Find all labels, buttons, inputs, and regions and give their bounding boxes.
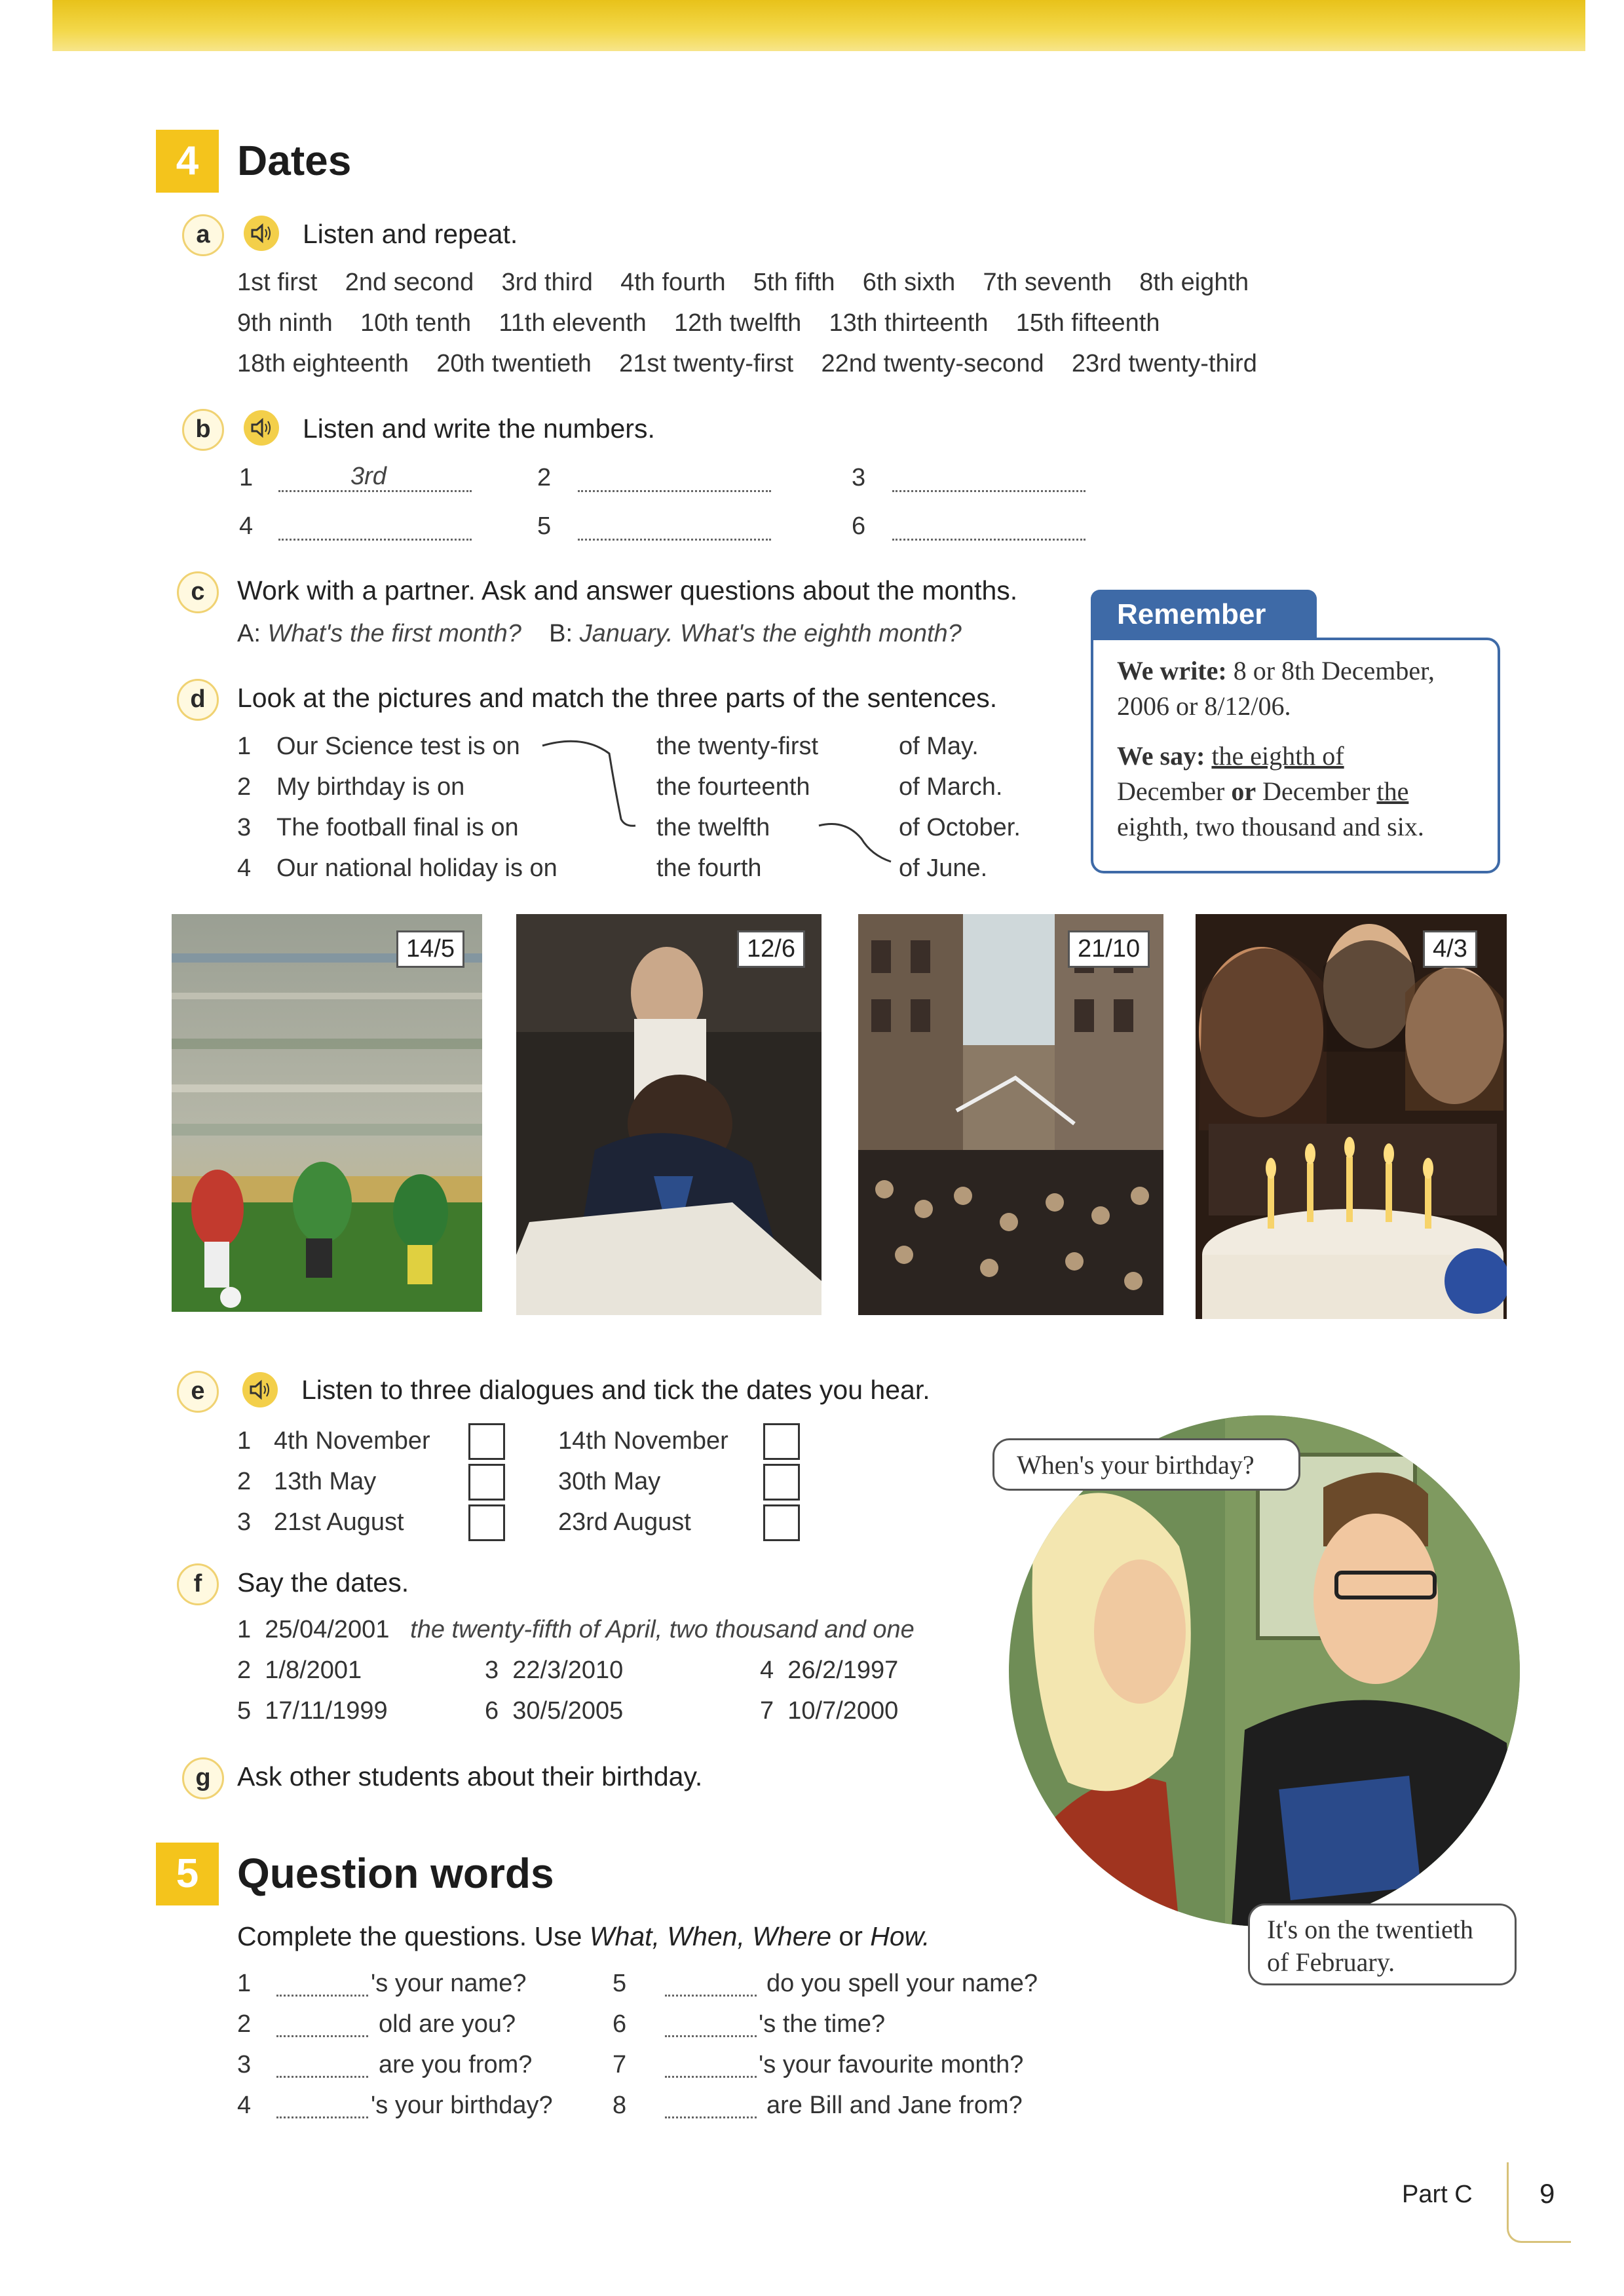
exercise-instruction: Look at the pictures and match the three parts of the sentences.	[237, 683, 998, 713]
question-number: 4	[237, 2092, 252, 2119]
photo-date-label: 14/5	[396, 930, 464, 968]
say-dates-item: 7 10/7/2000	[760, 1697, 899, 1725]
tick-checkbox[interactable]	[468, 1464, 505, 1501]
item-number: 5	[537, 512, 552, 540]
speaker-icon[interactable]	[244, 216, 279, 251]
dialogue-example: A: What's the first month? B: January. What's the eighth month?	[237, 620, 962, 647]
answer-line[interactable]	[276, 2035, 368, 2037]
exercise-instruction: Listen to three dialogues and tick the dates you hear.	[301, 1375, 930, 1405]
exercise-instruction: Listen and repeat.	[303, 219, 518, 249]
question-text: 's your name?	[371, 1970, 527, 1997]
speaker-icon[interactable]	[242, 1372, 278, 1407]
exercise-instruction: Listen and write the numbers.	[303, 413, 655, 444]
answer-line[interactable]	[665, 2035, 757, 2037]
question-text: do you spell your name?	[766, 1970, 1038, 1997]
item-number: 2	[537, 464, 552, 491]
page-number-frame	[1507, 2162, 1571, 2243]
section-number-badge: 4	[156, 130, 219, 193]
answer-line[interactable]	[892, 490, 1086, 492]
question-text: 's your birthday?	[371, 2092, 553, 2119]
section-number-badge: 5	[156, 1843, 219, 1905]
exercise-letter: c	[177, 571, 219, 613]
question-number: 7	[613, 2051, 627, 2078]
say-dates-item: 4 26/2/1997	[760, 1656, 899, 1684]
match-column-2: the twenty-first the fourteenth the twelfth the fourth	[656, 733, 819, 882]
exercise-letter: g	[182, 1757, 224, 1799]
couple-illustration	[1009, 1415, 1520, 1926]
exercise-instruction: Ask other students about their birthday.	[237, 1761, 703, 1791]
remember-write-line-2: 2006 or 8/12/06.	[1117, 691, 1291, 721]
answer-line[interactable]	[276, 2076, 368, 2078]
say-dates-item: 6 30/5/2005	[485, 1697, 624, 1725]
ordinals-row-1: 1st first 2nd second 3rd third 4th fourth 5th fifth 6th sixth 7th seventh 8th eighth	[237, 269, 1249, 296]
exercise-letter: f	[177, 1563, 219, 1605]
say-dates-item: 3 22/3/2010	[485, 1656, 624, 1684]
remember-say-line-3: eighth, two thousand and six.	[1117, 812, 1424, 841]
speech-bubble-question: When's your birthday?	[992, 1438, 1300, 1491]
question-number: 6	[613, 2010, 627, 2038]
question-text: are Bill and Jane from?	[766, 2092, 1023, 2119]
exercise-letter: d	[177, 679, 219, 721]
example-answer: 3rd	[350, 463, 387, 490]
item-number: 3	[852, 464, 866, 491]
footer-part-label: Part C	[1402, 2181, 1473, 2208]
parade-photo	[858, 914, 1163, 1315]
match-lines	[537, 734, 904, 878]
photo-date-label: 21/10	[1068, 930, 1150, 968]
remember-write-line-1: We write: 8 or 8th December,	[1117, 656, 1435, 685]
question-number: 2	[237, 2010, 252, 2038]
answer-line[interactable]	[278, 539, 472, 541]
answer-line[interactable]	[578, 539, 771, 541]
exercise-instruction: Say the dates.	[237, 1567, 409, 1598]
say-dates-item: 2 1/8/2001	[237, 1656, 362, 1684]
remember-say-line-1: We say: the eighth of	[1117, 741, 1344, 771]
say-dates-item: 5 17/11/1999	[237, 1697, 388, 1725]
remember-say-line-2: December or December the	[1117, 776, 1409, 806]
ordinals-row-2: 9th ninth 10th tenth 11th eleventh 12th twelfth 13th thirteenth 15th fifteenth	[237, 309, 1160, 337]
top-banner	[52, 0, 1585, 51]
question-number: 8	[613, 2092, 627, 2119]
match-column-1: Our Science test is on My birthday is on The football final is on Our national holiday is on	[276, 733, 557, 882]
tick-checkbox[interactable]	[468, 1504, 505, 1541]
page-number: 9	[1539, 2178, 1555, 2209]
say-dates-example: 1 25/04/2001 the twenty-fifth of April, two thousand and one	[237, 1616, 915, 1643]
question-text: old are you?	[379, 2010, 516, 2038]
answer-line[interactable]	[276, 1995, 368, 1997]
tick-checkbox[interactable]	[468, 1423, 505, 1460]
photo-date-label: 4/3	[1423, 930, 1477, 968]
exam-photo	[516, 914, 821, 1315]
speech-bubble-answer: It's on the twentieth of February.	[1248, 1904, 1517, 1985]
question-text: 's your favourite month?	[759, 2051, 1024, 2078]
tick-column-2: 14th November 30th May 23rd August	[558, 1427, 728, 1536]
question-text: are you from?	[379, 2051, 533, 2078]
tick-checkbox[interactable]	[763, 1464, 800, 1501]
birthday-photo	[1196, 914, 1507, 1319]
section-title: Dates	[237, 137, 352, 184]
match-numbers: 1 2 3 4	[237, 733, 252, 882]
football-photo	[172, 914, 482, 1312]
exercise-instruction: Work with a partner. Ask and answer questions about the months.	[237, 575, 1018, 605]
match-column-3: of May. of March. of October. of June.	[899, 733, 1021, 882]
exercise-letter: e	[177, 1371, 219, 1413]
tick-numbers: 1 2 3	[237, 1427, 252, 1536]
item-number: 1	[239, 464, 254, 491]
exercise-instruction: Complete the questions. Use What, When, Where or How.	[237, 1921, 930, 1951]
exercise-letter: a	[182, 214, 224, 256]
answer-line[interactable]	[665, 1995, 757, 1997]
answer-line[interactable]	[665, 2116, 757, 2118]
item-number: 4	[239, 512, 254, 540]
tick-checkbox[interactable]	[763, 1423, 800, 1460]
tick-column-1: 4th November 13th May 21st August	[274, 1427, 430, 1536]
answer-line[interactable]	[276, 2116, 368, 2118]
question-number: 3	[237, 2051, 252, 2078]
answer-line[interactable]	[665, 2076, 757, 2078]
question-text: 's the time?	[759, 2010, 886, 2038]
photo-date-label: 12/6	[737, 930, 805, 968]
question-number: 5	[613, 1970, 627, 1997]
speaker-icon[interactable]	[244, 410, 279, 446]
exercise-letter: b	[182, 409, 224, 451]
ordinals-row-3: 18th eighteenth 20th twentieth 21st twenty-first 22nd twenty-second 23rd twenty-third	[237, 350, 1257, 377]
answer-line[interactable]	[578, 490, 771, 492]
question-number: 1	[237, 1970, 252, 1997]
tick-checkbox[interactable]	[763, 1504, 800, 1541]
answer-line[interactable]	[892, 539, 1086, 541]
section-title: Question words	[237, 1850, 554, 1897]
item-number: 6	[852, 512, 866, 540]
remember-tab: Remember	[1091, 590, 1317, 640]
